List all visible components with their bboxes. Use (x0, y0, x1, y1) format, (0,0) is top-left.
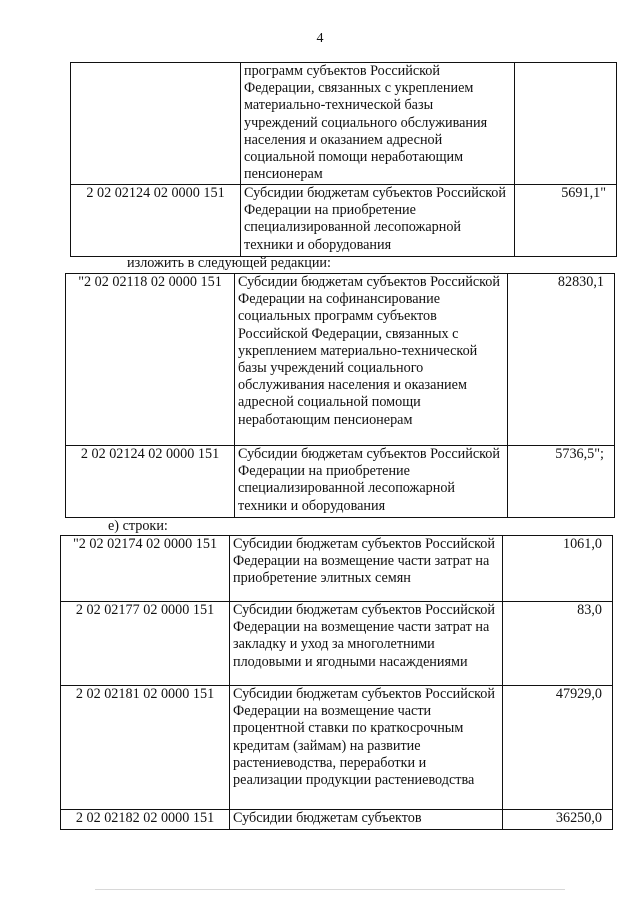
row-sum: 83,0 (503, 602, 613, 686)
row-code: 2 02 02182 02 0000 151 (61, 810, 230, 830)
row-description: Субсидии бюджетам субъектов (230, 810, 503, 830)
table-row (61, 602, 613, 686)
row-sum: 82830,1 (508, 274, 615, 446)
row-sum: 1061,0 (503, 536, 613, 602)
table-continued (70, 62, 617, 257)
row-description: Субсидии бюджетам субъектов Российской Федерации на приобретение специализированной лесопожарной техники и оборудования (235, 446, 508, 518)
table-row (71, 63, 617, 185)
table-rows-e (60, 535, 613, 830)
row-code: 2 02 02124 02 0000 151 (71, 185, 241, 257)
table-row (61, 686, 613, 810)
row-sum: 47929,0 (503, 686, 613, 810)
row-code: 2 02 02181 02 0000 151 (61, 686, 230, 810)
row-code: "2 02 02118 02 0000 151 (66, 274, 235, 446)
scan-edge-line (95, 889, 565, 890)
row-description: Субсидии бюджетам субъектов Российской Федерации на возмещение части затрат на приобретение элитных семян (230, 536, 503, 602)
row-description: Субсидии бюджетам субъектов Российской Федерации на возмещение части процентной ставки по краткосрочным кредитам (займам) на развитие растениеводства, переработки и реализации продукции растениеводства (230, 686, 503, 810)
table-new-edition (65, 273, 615, 518)
row-description: Субсидии бюджетам субъектов Российской Федерации на возмещение части затрат на закладку и уход за многолетними плодовыми и ягодными насаждениями (230, 602, 503, 686)
row-code: "2 02 02174 02 0000 151 (61, 536, 230, 602)
row-description: программ субъектов Российской Федерации, связанных с укреплением материально-технической базы учреждений социального обслуживания населения и оказанием адресной социальной помощи неработающим пенсионерам (241, 63, 515, 185)
row-code: 2 02 02177 02 0000 151 (61, 602, 230, 686)
table-row (61, 810, 613, 830)
row-sum (515, 63, 617, 185)
table-row (71, 185, 617, 257)
row-code: 2 02 02124 02 0000 151 (66, 446, 235, 518)
table-row (66, 446, 615, 518)
table-row (61, 536, 613, 602)
row-description: Субсидии бюджетам субъектов Российской Федерации на софинансирование социальных программ субъектов Российской Федерации, связанных с укреплением материально-технической базы учреждений социального обслуживания населения и оказанием адресной социальной помощи неработающим пенсионерам (235, 274, 508, 446)
row-sum: 5736,5"; (508, 446, 615, 518)
instruction-text: изложить в следующей редакции: (127, 255, 331, 271)
table-row (66, 274, 615, 446)
row-sum: 5691,1" (515, 185, 617, 257)
row-sum: 36250,0 (503, 810, 613, 830)
page-number: 4 (316, 31, 324, 46)
row-description: Субсидии бюджетам субъектов Российской Федерации на приобретение специализированной лесопожарной техники и оборудования (241, 185, 515, 257)
section-label: е) строки: (108, 518, 168, 534)
row-code (71, 63, 241, 185)
